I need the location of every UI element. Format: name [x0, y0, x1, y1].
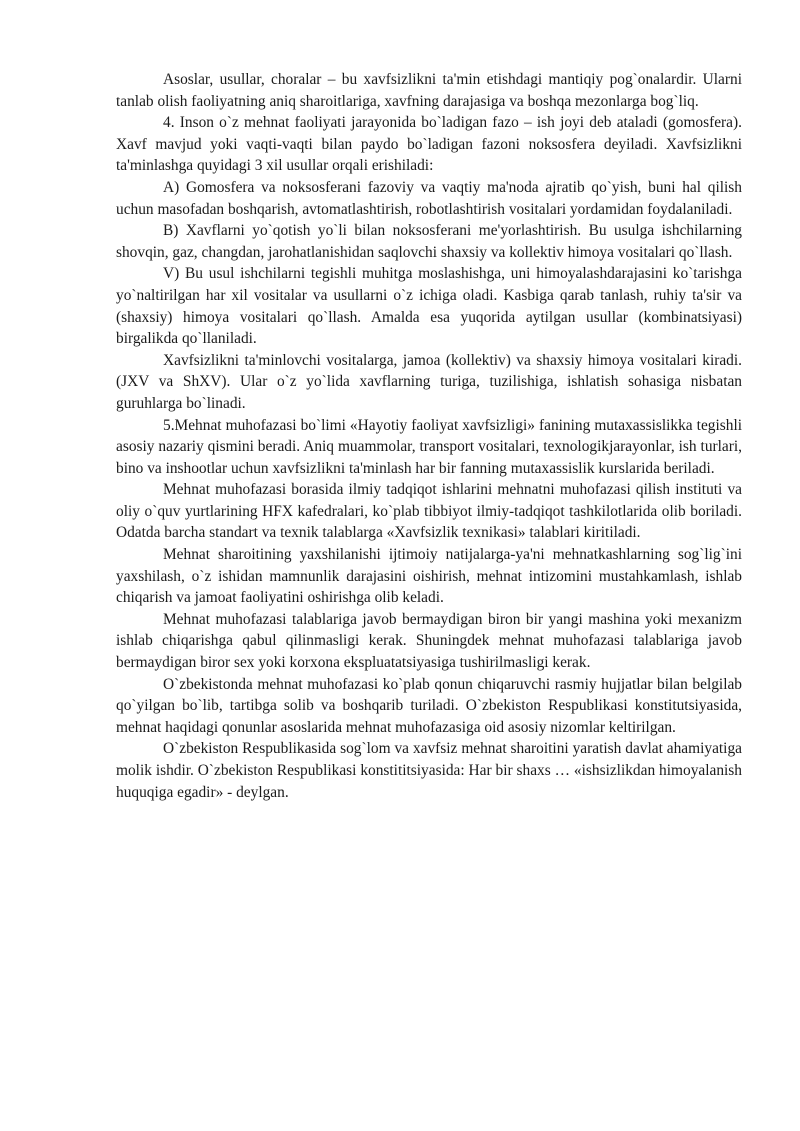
paragraph-2: 4. Inson o`z mehnat faoliyati jarayonida bo`ladigan fazo – ish joyi deb ataladi (gomosfera). Xavf mavjud yoki vaqti-vaqti bilan paydo bo`ladigan fazoni noksosfera deyiladi. Xavfsizlikni ta'minlashga quyidagi 3 xil usullar orqali erishiladi: — [116, 114, 742, 175]
paragraph-12: O`zbekiston Respublikasida sog`lom va xavfsiz mehnat sharoitini yaratish davlat ahamiyatiga molik ishdir. O`zbekiston Respublikasi konstititsiyasida: Har bir shaxs … «ishsizlikdan himoyalanish huquqiga egadir» - deylgan. — [116, 740, 742, 801]
paragraph-6: Xavfsizlikni ta'minlovchi vositalarga, jamoa (kollektiv) va shaxsiy himoya vositalari kiradi. (JXV va ShXV). Ular o`z yo`lida xavflarning turiga, tuzilishiga, ishlatish sohasiga nisbatan guruhlarga bo`linadi. — [116, 351, 742, 412]
paragraph-4: B) Xavflarni yo`qotish yo`li bilan noksosferani me'yorlashtirish. Bu usulga ishchilarning shovqin, gaz, changdan, jarohatlanishidan saqlovchi shaxsiy va kollektiv himoya vositalari qo`llash. — [116, 222, 742, 261]
paragraph-1: Asoslar, usullar, choralar – bu xavfsizlikni ta'min etishdagi mantiqiy pog`onalardir. Ularni tanlab olish faoliyatning aniq sharoitlariga, xavfning darajasiga va boshqa mezonlarga bog`liq. — [116, 71, 742, 110]
document-page — [116, 69, 742, 803]
paragraph-11: O`zbekistonda mehnat muhofazasi ko`plab qonun chiqaruvchi rasmiy hujjatlar bilan belgilab qo`yilgan bo`lib, tartibga solib va boshqarib turiladi. O`zbekiston Respublikasi konstitutsiyasida, mehnat haqidagi qonunlar asoslarida mehnat muhofazasiga oid asosiy nizomlar keltirilgan. — [116, 675, 742, 736]
paragraph-8: Mehnat muhofazasi borasida ilmiy tadqiqot ishlarini mehnatni muhofazasi qilish instituti va oliy o`quv yurtlarining HFX kafedralari, ko`plab tibbiyot ilmiy-tadqiqot tashkilotlarida olib boriladi. Odatda barcha standart va texnik talablarga «Xavfsizlik texnikasi» talablari kiritiladi. — [116, 481, 742, 542]
paragraph-3: A) Gomosfera va noksosferani fazoviy va vaqtiy ma'noda ajratib qo`yish, buni hal qilish uchun masofadan boshqarish, avtomatlashtirish, robotlashtirish vositalari yordamidan foydalaniladi. — [116, 178, 742, 218]
paragraph-7: 5.Mehnat muhofazasi bo`limi «Hayotiy faoliyat xavfsizligi» fanining mutaxassislikka tegishli asosiy nazariy qismini beradi. Aniq muammolar, transport vositalari, texnologikjarayonlar, ish turlari, bino va inshootlar uchun xavfsizlikni ta'minlash har bir fanning mutaxassislik kurslarida beriladi. — [116, 416, 742, 477]
paragraph-9: Mehnat sharoitining yaxshilanishi ijtimoiy natijalarga-ya'ni mehnatkashlarning sog`lig`ini yaxshilash, o`z ishidan mamnunlik darajasini oishirish, mehnat intizomini mustahkamlash, ishlab chiqarish va jamoat faoliyatini oshirishga olib keladi. — [116, 546, 742, 607]
paragraph-10: Mehnat muhofazasi talablariga javob bermaydigan biron bir yangi mashina yoki mexanizm ishlab chiqarishga qabul qilinmasligi kerak. Shuningdek mehnat muhofazasi talablariga javob bermaydigan biror sex yoki korxona ekspluatatsiyasiga tushirilmasligi kerak. — [116, 610, 742, 672]
paragraph-5: V) Bu usul ishchilarni tegishli muhitga moslashishga, uni himoyalashdarajasini ko`tarishga yo`naltirilgan har xil vositalar va usullarni o`z ichiga oladi. Kasbiga qarab tanlash, ruhiy ta'sir va (shaxsiy) himoya vositalari qo`llash. Amalda esa yuqorida aytilgan usullar (kombinatsiyasi) birgalikda qo`llaniladi. — [116, 265, 742, 348]
